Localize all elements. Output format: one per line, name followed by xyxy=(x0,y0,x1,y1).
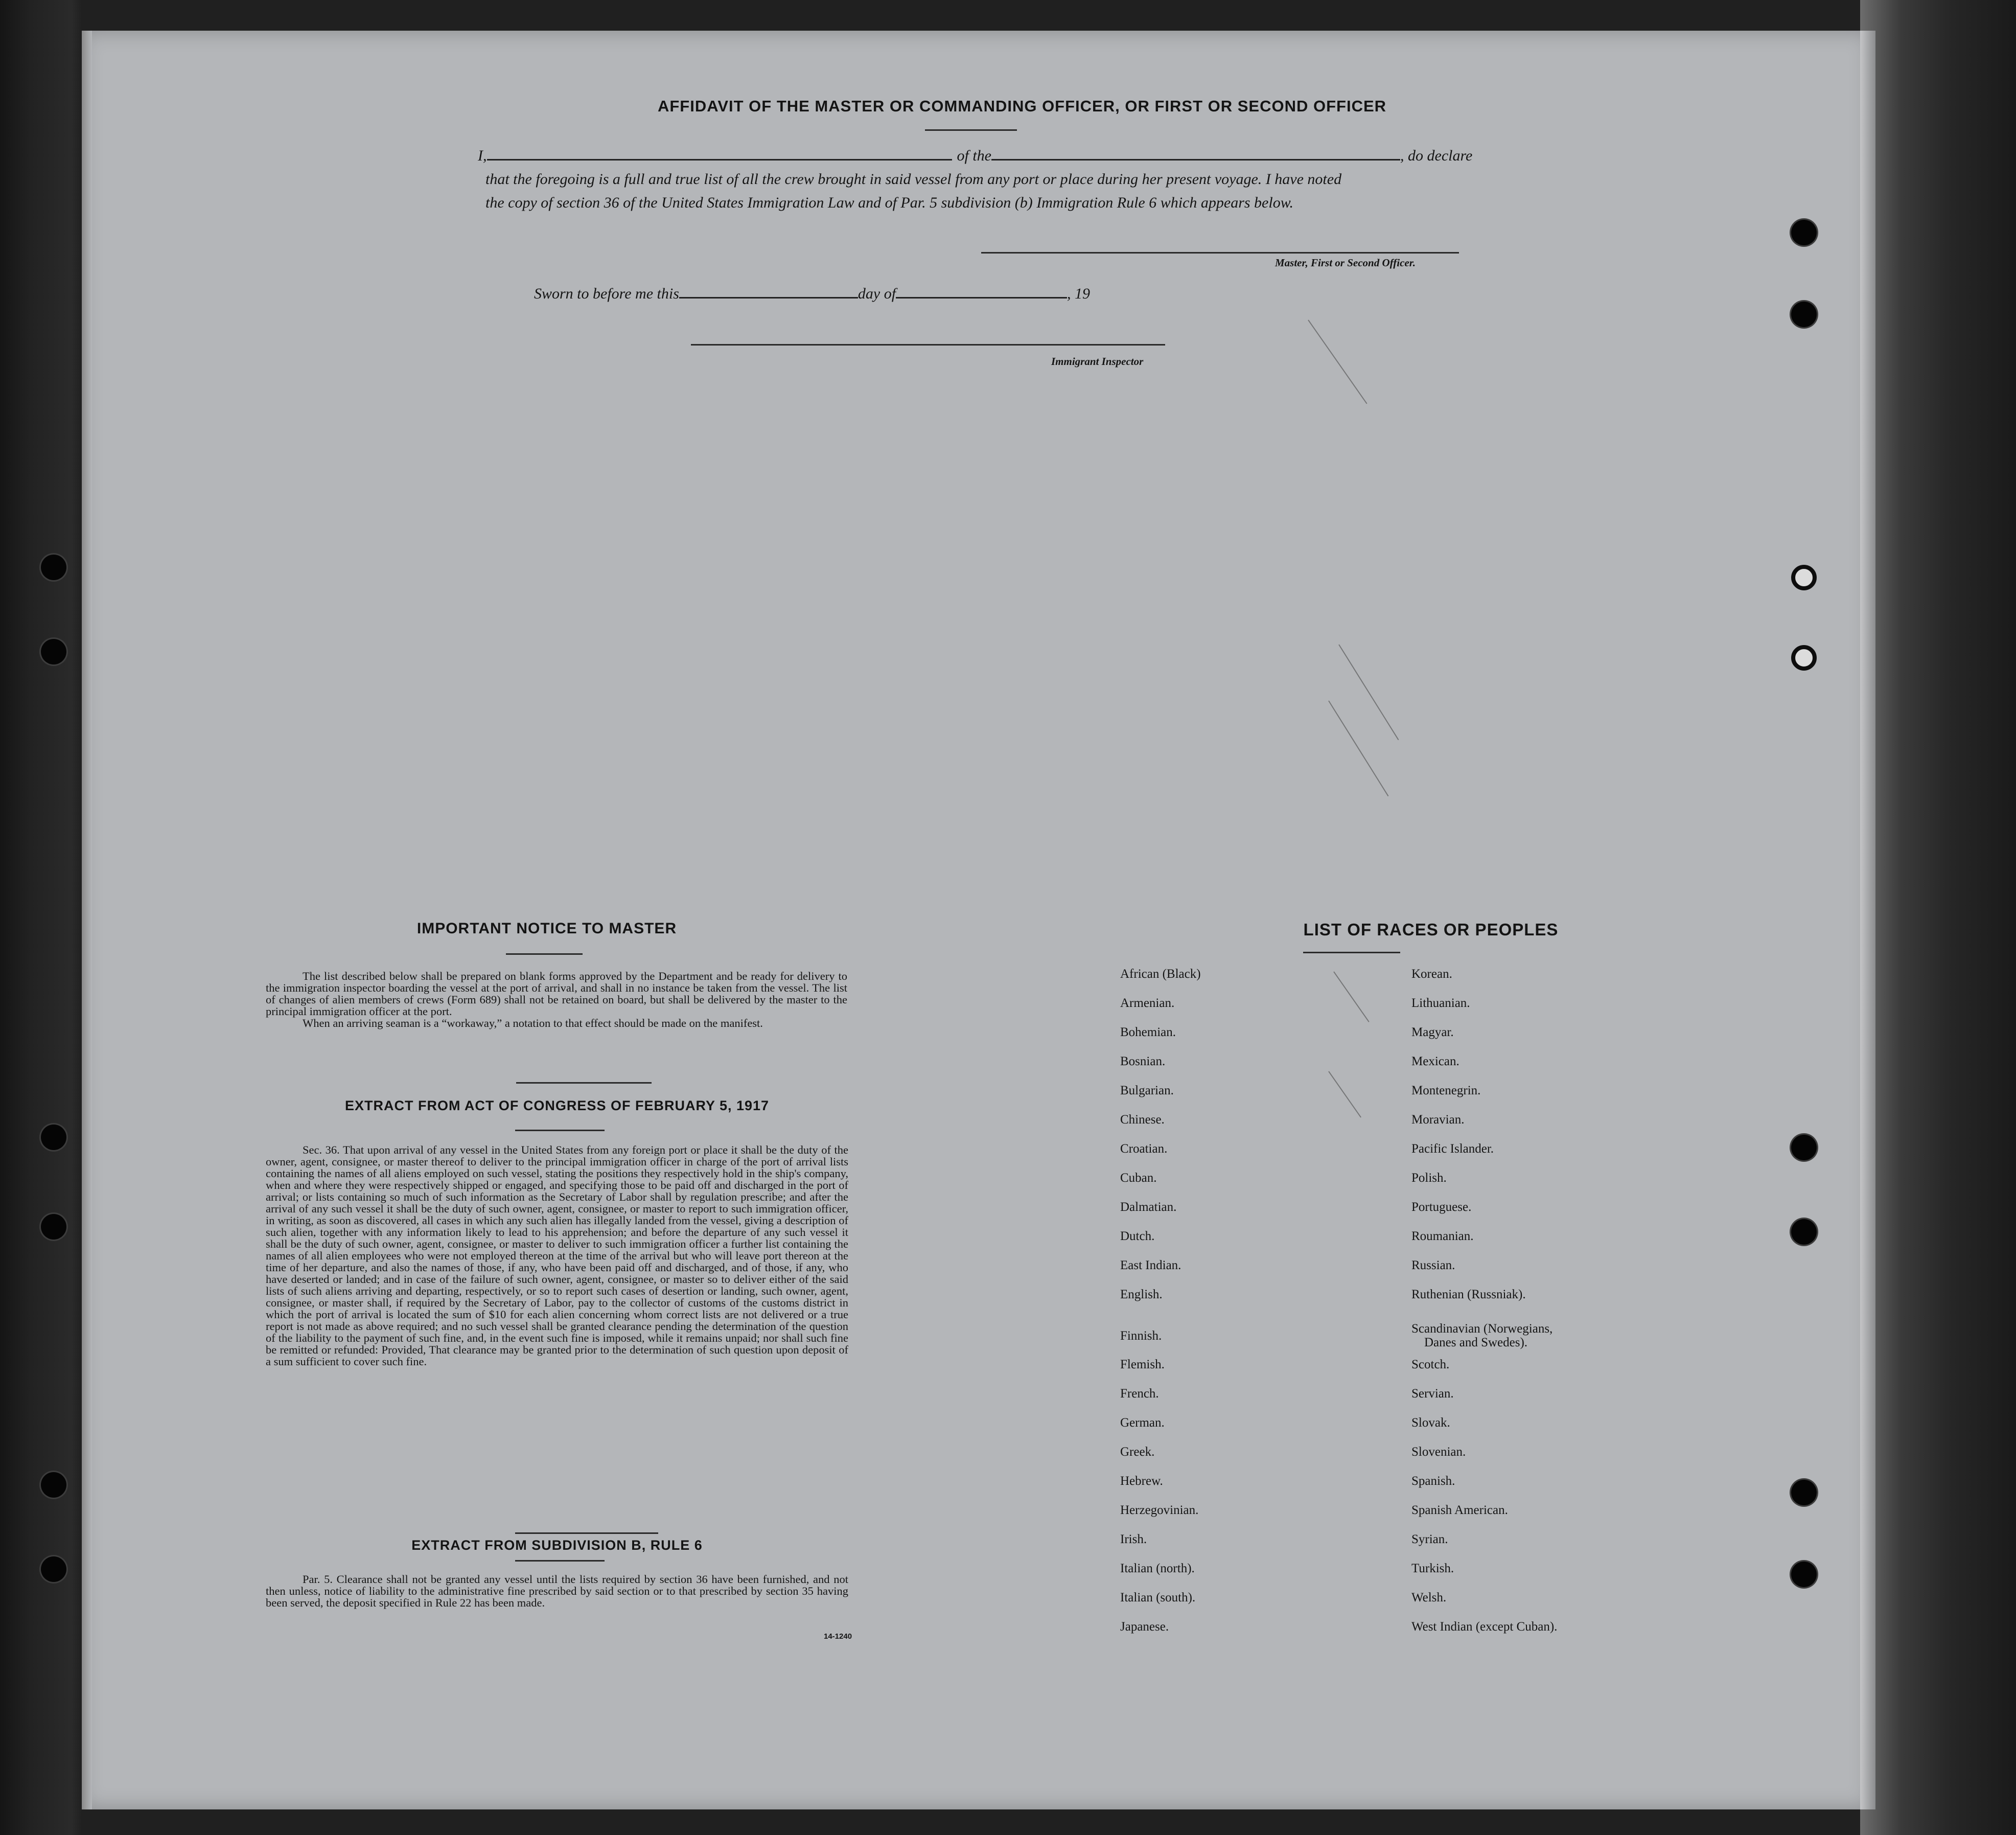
race-item-right: Korean. xyxy=(1411,967,1452,981)
race-item-right: Portuguese. xyxy=(1411,1200,1472,1214)
race-item-right: Welsh. xyxy=(1411,1591,1447,1604)
inspector-signature-label: Immigrant Inspector xyxy=(1051,355,1144,368)
race-item-left: Cuban. xyxy=(1120,1171,1157,1185)
form-number: 14-1240 xyxy=(824,1632,852,1641)
race-item-left: Hebrew. xyxy=(1120,1474,1163,1488)
notice-body xyxy=(266,970,847,1029)
vessel-field[interactable] xyxy=(991,145,1400,160)
race-item-right: Mexican. xyxy=(1411,1054,1459,1068)
race-item-left: Flemish. xyxy=(1120,1358,1165,1371)
race-item-left: Herzegovinian. xyxy=(1120,1503,1199,1517)
race-item-right: Syrian. xyxy=(1411,1532,1448,1546)
punch-hole xyxy=(1791,1135,1817,1160)
race-item-right: Turkish. xyxy=(1411,1562,1454,1575)
rule-body xyxy=(266,1573,848,1609)
punch-hole xyxy=(41,1472,66,1498)
punch-hole xyxy=(1791,1562,1817,1587)
race-item-left: Finnish. xyxy=(1120,1329,1162,1343)
act-section-36: Sec. 36. That upon arrival of any vessel in the United States from any foreign port or place it shall be the duty of the owner, agent, consignee, or master thereof to deliver to the principal immigration officer in charge of the port of arrival lists containing the names of all aliens employed on such vessel, stating the positions they respectively hold in the ship's company, when and where they were respectively shipped or engaged, and specifying those to be paid off and discharged in the port of arrival; or lists containing so much of such information as the Secretary of Labor shall by regulation prescribe; and after the arrival of any such vessel it shall be the duty of such owner, agent, consignee, or master to report to such immigration officer, in writing, as soon as discovered, all cases in which any such alien has illegally landed from the vessel, giving a description of such alien, together with any information likely to lead to his apprehension; and before the departure of any such vessel it shall be the duty of such owner, agent, consignee, or master to deliver to such immigration officer a further list containing the names of all alien employees who were not employed thereon at the time of the arrival but who will leave port thereon at the time of her departure, and also the names of those, if any, who have been paid off and discharged, and of those, if any, who have deserted or landed; and in case of the failure of such owner, agent, consignee, or master so to deliver either of the said lists of such aliens arriving and departing, respectively, or so to report such cases of desertion or landing, such owner, agent, consignee, or master shall, if required by the Secretary of Labor, pay to the collector of customs of the customs district in which the port of arrival is located the sum of $10 for each alien concerning whom correct lists are not delivered or a true report is not made as above required; and no such vessel shall be granted clearance pending the determination of the question of the liability to the payment of such fine, and, in the event such fine is imposed, while it remains unpaid; nor shall such fine be remitted or refunded: Provided, That clearance may be granted prior to the determination of such question upon deposit of a sum sufficient to cover such fine. xyxy=(266,1143,848,1368)
race-item-left: Italian (north). xyxy=(1120,1562,1195,1575)
race-item-left: Italian (south). xyxy=(1120,1591,1196,1604)
race-item-left: Bohemian. xyxy=(1120,1025,1176,1039)
punch-hole-ring xyxy=(1791,565,1817,590)
race-item-left: Bulgarian. xyxy=(1120,1084,1174,1097)
sworn-year: , 19 xyxy=(1067,285,1091,302)
race-item-left: African (Black) xyxy=(1120,967,1201,981)
race-item-left: Armenian. xyxy=(1120,996,1175,1010)
page-edge-left xyxy=(82,31,92,1809)
race-item-right: Scandinavian (Norwegians, Danes and Swedes). xyxy=(1411,1322,1553,1349)
rule-paragraph-5: Par. 5. Clearance shall not be granted any vessel until the lists required by section 36 have been furnished, and not then unless, notice of liability to the administrative fine prescribed by said section or to that prescribed by section 35 having been served, the deposit specified in Rule 22 has been made. xyxy=(266,1573,848,1609)
race-item-left: Croatian. xyxy=(1120,1142,1168,1156)
inspector-signature-line[interactable] xyxy=(691,344,1165,346)
punch-hole xyxy=(41,555,66,580)
notice-paragraph-1: The list described below shall be prepared on blank forms approved by the Department and be ready for delivery to the immigration inspector boarding the vessel at the port of arrival, and shall in no instance be taken from the vessel. The list of changes of alien members of crews (Form 689) shall not be retained on board, but shall be delivered by the master to the principal immigration officer at the port. xyxy=(266,970,847,1018)
race-item-right: Slovak. xyxy=(1411,1416,1450,1430)
sworn-day-of: day of xyxy=(858,285,896,302)
race-item-right: Montenegrin. xyxy=(1411,1084,1481,1097)
name-field[interactable] xyxy=(487,145,952,160)
punch-hole xyxy=(1791,302,1817,327)
race-item-right: Scotch. xyxy=(1411,1358,1450,1371)
notice-paragraph-2: When an arriving seaman is a “workaway,” a notation to that effect should be made on the manifest. xyxy=(303,1017,763,1029)
race-item-right: Polish. xyxy=(1411,1171,1447,1185)
affidavit-of-the-label: of the xyxy=(957,147,991,164)
punch-hole xyxy=(1791,1219,1817,1245)
act-title: EXTRACT FROM ACT OF CONGRESS OF FEBRUARY 5, 1917 xyxy=(344,1098,770,1113)
race-item-right: Russian. xyxy=(1411,1258,1455,1272)
affidavit-i-label: I, xyxy=(478,147,487,164)
sworn-month-field[interactable] xyxy=(896,283,1067,299)
races-underline xyxy=(1303,952,1400,953)
affidavit-line-3: the copy of section 36 of the United States Immigration Law and of Par. 5 subdivision (b) Immigration Rule 6 which appears below. xyxy=(485,194,1293,211)
sworn-line xyxy=(534,281,1090,307)
notice-title: IMPORTANT NOTICE TO MASTER xyxy=(416,920,677,937)
race-item-left: Bosnian. xyxy=(1120,1054,1166,1068)
race-item-left: Greek. xyxy=(1120,1445,1155,1459)
notice-underline xyxy=(506,953,583,955)
rule-underline xyxy=(515,1560,605,1562)
title-underline xyxy=(925,129,1017,131)
race-item-right: Magyar. xyxy=(1411,1025,1454,1039)
act-underline xyxy=(515,1130,605,1131)
master-signature-label: Master, First or Second Officer. xyxy=(1275,257,1416,269)
binding-strip xyxy=(1860,0,2016,1835)
race-item-right: Spanish American. xyxy=(1411,1503,1508,1517)
race-item-left: Irish. xyxy=(1120,1532,1147,1546)
race-item-left: Dalmatian. xyxy=(1120,1200,1177,1214)
sworn-prefix: Sworn to before me this xyxy=(534,285,679,302)
race-item-right: West Indian (except Cuban). xyxy=(1411,1620,1558,1634)
master-signature-line[interactable] xyxy=(981,252,1459,254)
race-item-right: Lithuanian. xyxy=(1411,996,1470,1010)
sworn-day-field[interactable] xyxy=(679,283,858,299)
affidavit-declaration-line xyxy=(478,143,1472,169)
punch-hole xyxy=(1791,1480,1817,1505)
punch-hole xyxy=(41,1214,66,1240)
race-item-left: Dutch. xyxy=(1120,1229,1155,1243)
rule-title: EXTRACT FROM SUBDIVISION B, RULE 6 xyxy=(411,1538,703,1553)
race-item-left: French. xyxy=(1120,1387,1159,1401)
race-item-right: Servian. xyxy=(1411,1387,1454,1401)
punch-hole xyxy=(1791,220,1817,245)
punch-hole xyxy=(41,1125,66,1150)
act-body xyxy=(266,1144,848,1367)
race-item-right: Moravian. xyxy=(1411,1113,1465,1127)
race-item-right: Ruthenian (Russniak). xyxy=(1411,1288,1526,1301)
race-item-left: Chinese. xyxy=(1120,1113,1165,1127)
punch-hole xyxy=(41,1556,66,1582)
race-item-left: German. xyxy=(1120,1416,1165,1430)
section-divider xyxy=(516,1082,652,1084)
races-title: LIST OF RACES OR PEOPLES xyxy=(1303,920,1559,939)
race-item-right: Roumanian. xyxy=(1411,1229,1474,1243)
race-item-right: Pacific Islander. xyxy=(1411,1142,1494,1156)
page-edge-right xyxy=(1860,31,1875,1809)
punch-hole-ring xyxy=(1791,645,1817,671)
punch-hole xyxy=(41,639,66,664)
affidavit-title: AFFIDAVIT OF THE MASTER OR COMMANDING OFFICER, OR FIRST OR SECOND OFFICER xyxy=(657,97,1387,115)
race-item-left: Japanese. xyxy=(1120,1620,1169,1634)
race-item-left: East Indian. xyxy=(1120,1258,1181,1272)
race-item-left: English. xyxy=(1120,1288,1163,1301)
affidavit-line-2: that the foregoing is a full and true list of all the crew brought in said vessel from any port or place during her present voyage. I have noted xyxy=(485,171,1342,188)
race-item-right: Slovenian. xyxy=(1411,1445,1466,1459)
affidavit-declare-label: , do declare xyxy=(1400,147,1473,164)
race-item-right: Spanish. xyxy=(1411,1474,1455,1488)
